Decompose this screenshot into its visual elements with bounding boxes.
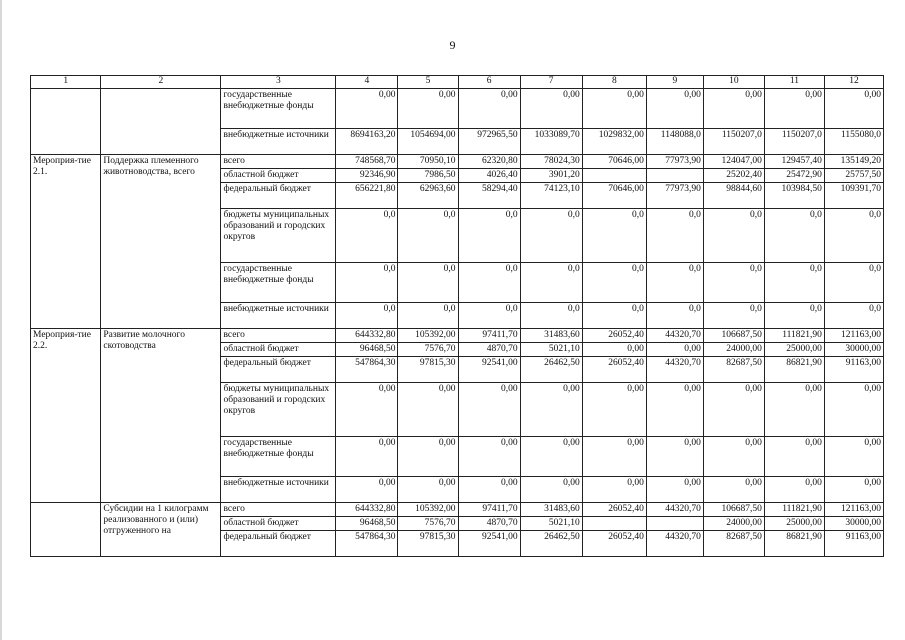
- value-cell: 0,00: [582, 437, 646, 477]
- value-cell: 26462,50: [520, 357, 582, 383]
- value-cell: 82687,50: [703, 357, 764, 383]
- funding-source: федеральный бюджет: [221, 183, 336, 209]
- column-header: 6: [458, 76, 520, 89]
- value-cell: 0,00: [646, 343, 703, 357]
- value-cell: 31483,60: [520, 329, 582, 343]
- value-cell: 644332,80: [336, 329, 398, 343]
- value-cell: 70950,10: [398, 155, 458, 169]
- value-cell: [646, 169, 703, 183]
- value-cell: 1150207,0: [703, 129, 764, 155]
- column-header: 1: [31, 76, 101, 89]
- table-row: [31, 89, 884, 129]
- value-cell: 5021,10: [520, 517, 582, 531]
- funding-source: всего: [221, 329, 336, 343]
- column-header: 11: [764, 76, 824, 89]
- value-cell: 0,00: [764, 383, 824, 437]
- value-cell: 44320,70: [646, 329, 703, 343]
- value-cell: 7576,70: [398, 517, 458, 531]
- value-cell: 0,00: [703, 89, 764, 129]
- value-cell: 0,00: [582, 477, 646, 503]
- value-cell: 77973,90: [646, 155, 703, 169]
- value-cell: 44320,70: [646, 357, 703, 383]
- value-cell: 96468,50: [336, 343, 398, 357]
- funding-source: внебюджетные источники: [221, 129, 336, 155]
- funding-source: всего: [221, 155, 336, 169]
- value-cell: 972965,50: [458, 129, 520, 155]
- column-header: 3: [221, 76, 336, 89]
- value-cell: 58294,40: [458, 183, 520, 209]
- activity-code: [31, 503, 101, 557]
- value-cell: 0,00: [703, 383, 764, 437]
- value-cell: 25757,50: [824, 169, 883, 183]
- funding-source: всего: [221, 503, 336, 517]
- value-cell: 7576,70: [398, 343, 458, 357]
- value-cell: 26052,40: [582, 503, 646, 517]
- value-cell: 0,00: [398, 383, 458, 437]
- value-cell: 109391,70: [824, 183, 883, 209]
- value-cell: 0,0: [764, 263, 824, 303]
- value-cell: 0,00: [582, 343, 646, 357]
- value-cell: 5021,10: [520, 343, 582, 357]
- value-cell: 0,00: [646, 89, 703, 129]
- value-cell: 25000,00: [764, 517, 824, 531]
- value-cell: 111821,90: [764, 329, 824, 343]
- page-number: 9: [449, 38, 456, 52]
- value-cell: 1155080,0: [824, 129, 883, 155]
- column-header: 5: [398, 76, 458, 89]
- value-cell: 44320,70: [646, 531, 703, 557]
- value-cell: 0,00: [764, 437, 824, 477]
- value-cell: 25000,00: [764, 343, 824, 357]
- value-cell: 4870,70: [458, 343, 520, 357]
- value-cell: 30000,00: [824, 517, 883, 531]
- value-cell: 1029832,00: [582, 129, 646, 155]
- value-cell: 98844,60: [703, 183, 764, 209]
- value-cell: 105392,00: [398, 329, 458, 343]
- value-cell: 0,0: [582, 263, 646, 303]
- value-cell: 77973,90: [646, 183, 703, 209]
- value-cell: 748568,70: [336, 155, 398, 169]
- activity-name: Поддержка племенного животноводства, всего: [101, 155, 221, 329]
- value-cell: 0,0: [336, 209, 398, 263]
- value-cell: 1054694,00: [398, 129, 458, 155]
- activity-code: Мероприя-тие 2.2.: [31, 329, 101, 503]
- funding-source: внебюджетные источники: [221, 303, 336, 329]
- value-cell: 70646,00: [582, 183, 646, 209]
- value-cell: 0,00: [336, 89, 398, 129]
- scan-edge: [0, 0, 2, 640]
- value-cell: 0,0: [582, 303, 646, 329]
- value-cell: 24000,00: [703, 517, 764, 531]
- value-cell: 0,00: [764, 89, 824, 129]
- value-cell: 0,00: [458, 437, 520, 477]
- column-header: 12: [824, 76, 883, 89]
- table-row: [31, 329, 884, 343]
- value-cell: 0,00: [520, 437, 582, 477]
- value-cell: 0,00: [824, 383, 883, 437]
- value-cell: 0,00: [520, 477, 582, 503]
- value-cell: 91163,00: [824, 531, 883, 557]
- value-cell: [646, 517, 703, 531]
- value-cell: 0,0: [646, 209, 703, 263]
- value-cell: 26052,40: [582, 357, 646, 383]
- value-cell: 547864,30: [336, 357, 398, 383]
- value-cell: 1148088,0: [646, 129, 703, 155]
- value-cell: 0,00: [824, 477, 883, 503]
- funding-source: бюджеты муниципальных образований и городских округов: [221, 383, 336, 437]
- activity-name: Субсидии на 1 килограмм реализованного и (или) отгруженного на: [101, 503, 221, 557]
- value-cell: 0,00: [398, 437, 458, 477]
- value-cell: 0,00: [336, 477, 398, 503]
- value-cell: 3901,20: [520, 169, 582, 183]
- value-cell: 644332,80: [336, 503, 398, 517]
- value-cell: 0,00: [646, 437, 703, 477]
- value-cell: 26462,50: [520, 531, 582, 557]
- value-cell: 121163,00: [824, 503, 883, 517]
- value-cell: 78024,30: [520, 155, 582, 169]
- value-cell: 0,00: [520, 89, 582, 129]
- activity-name: Развитие молочного скотоводства: [101, 329, 221, 503]
- value-cell: 96468,50: [336, 517, 398, 531]
- value-cell: 0,0: [458, 303, 520, 329]
- value-cell: 24000,00: [703, 343, 764, 357]
- budget-table: [30, 75, 884, 557]
- value-cell: 111821,90: [764, 503, 824, 517]
- value-cell: 124047,00: [703, 155, 764, 169]
- value-cell: 0,0: [520, 303, 582, 329]
- funding-source: государственные внебюджетные фонды: [221, 89, 336, 129]
- value-cell: 4870,70: [458, 517, 520, 531]
- table-row: [31, 155, 884, 169]
- value-cell: 0,0: [703, 263, 764, 303]
- value-cell: 86821,90: [764, 357, 824, 383]
- value-cell: 0,0: [824, 209, 883, 263]
- value-cell: 0,0: [520, 263, 582, 303]
- value-cell: 0,00: [824, 89, 883, 129]
- value-cell: 26052,40: [582, 329, 646, 343]
- value-cell: 0,0: [336, 263, 398, 303]
- value-cell: 0,00: [582, 383, 646, 437]
- value-cell: 0,00: [458, 383, 520, 437]
- funding-source: областной бюджет: [221, 343, 336, 357]
- value-cell: 0,0: [764, 303, 824, 329]
- value-cell: 1033089,70: [520, 129, 582, 155]
- value-cell: 0,0: [646, 263, 703, 303]
- column-header: 8: [582, 76, 646, 89]
- value-cell: 0,0: [703, 303, 764, 329]
- value-cell: 0,00: [336, 383, 398, 437]
- funding-source: государственные внебюджетные фонды: [221, 263, 336, 303]
- value-cell: 0,0: [764, 209, 824, 263]
- funding-source: бюджеты муниципальных образований и городских округов: [221, 209, 336, 263]
- value-cell: 44320,70: [646, 503, 703, 517]
- value-cell: 0,0: [398, 303, 458, 329]
- value-cell: 74123,10: [520, 183, 582, 209]
- value-cell: 0,0: [398, 209, 458, 263]
- value-cell: 0,0: [520, 209, 582, 263]
- value-cell: 8694163,20: [336, 129, 398, 155]
- value-cell: 92346,90: [336, 169, 398, 183]
- value-cell: 97815,30: [398, 357, 458, 383]
- value-cell: 62320,80: [458, 155, 520, 169]
- value-cell: 106687,50: [703, 503, 764, 517]
- value-cell: 547864,30: [336, 531, 398, 557]
- value-cell: 135149,20: [824, 155, 883, 169]
- value-cell: 91163,00: [824, 357, 883, 383]
- value-cell: 82687,50: [703, 531, 764, 557]
- funding-source: областной бюджет: [221, 169, 336, 183]
- value-cell: 0,0: [824, 303, 883, 329]
- value-cell: 26052,40: [582, 531, 646, 557]
- activity-code: [31, 89, 101, 155]
- value-cell: 0,00: [398, 89, 458, 129]
- value-cell: 62963,60: [398, 183, 458, 209]
- value-cell: [582, 169, 646, 183]
- column-header: 10: [703, 76, 764, 89]
- value-cell: 105392,00: [398, 503, 458, 517]
- column-header: 2: [101, 76, 221, 89]
- value-cell: 0,00: [824, 437, 883, 477]
- table-body: [31, 76, 884, 557]
- column-header: 4: [336, 76, 398, 89]
- value-cell: 0,0: [703, 209, 764, 263]
- value-cell: 121163,00: [824, 329, 883, 343]
- value-cell: 0,00: [520, 383, 582, 437]
- value-cell: 0,0: [336, 303, 398, 329]
- value-cell: 0,0: [646, 303, 703, 329]
- value-cell: 0,00: [458, 89, 520, 129]
- value-cell: 0,0: [582, 209, 646, 263]
- activity-name: [101, 89, 221, 155]
- value-cell: 25202,40: [703, 169, 764, 183]
- value-cell: 656221,80: [336, 183, 398, 209]
- value-cell: 1150207,0: [764, 129, 824, 155]
- value-cell: 0,0: [824, 263, 883, 303]
- funding-source: областной бюджет: [221, 517, 336, 531]
- value-cell: 92541,00: [458, 531, 520, 557]
- value-cell: 92541,00: [458, 357, 520, 383]
- value-cell: 103984,50: [764, 183, 824, 209]
- value-cell: 0,00: [398, 477, 458, 503]
- value-cell: 86821,90: [764, 531, 824, 557]
- value-cell: 97411,70: [458, 503, 520, 517]
- column-header: 7: [520, 76, 582, 89]
- value-cell: 0,00: [336, 437, 398, 477]
- value-cell: 106687,50: [703, 329, 764, 343]
- column-header: 9: [646, 76, 703, 89]
- funding-source: федеральный бюджет: [221, 357, 336, 383]
- value-cell: 0,00: [703, 477, 764, 503]
- value-cell: 4026,40: [458, 169, 520, 183]
- activity-code: Мероприя-тие 2.1.: [31, 155, 101, 329]
- value-cell: 0,00: [646, 477, 703, 503]
- table-row: [31, 503, 884, 517]
- funding-source: государственные внебюджетные фонды: [221, 437, 336, 477]
- value-cell: 0,00: [582, 89, 646, 129]
- value-cell: 30000,00: [824, 343, 883, 357]
- value-cell: 0,0: [398, 263, 458, 303]
- value-cell: 0,00: [458, 477, 520, 503]
- value-cell: 7986,50: [398, 169, 458, 183]
- value-cell: 70646,00: [582, 155, 646, 169]
- funding-source: внебюджетные источники: [221, 477, 336, 503]
- value-cell: 129457,40: [764, 155, 824, 169]
- value-cell: 97411,70: [458, 329, 520, 343]
- value-cell: 0,00: [646, 383, 703, 437]
- value-cell: 31483,60: [520, 503, 582, 517]
- value-cell: [582, 517, 646, 531]
- value-cell: 0,00: [764, 477, 824, 503]
- value-cell: 0,0: [458, 263, 520, 303]
- value-cell: 97815,30: [398, 531, 458, 557]
- header-row: [31, 76, 884, 89]
- value-cell: 25472,90: [764, 169, 824, 183]
- value-cell: 0,0: [458, 209, 520, 263]
- funding-source: федеральный бюджет: [221, 531, 336, 557]
- value-cell: 0,00: [703, 437, 764, 477]
